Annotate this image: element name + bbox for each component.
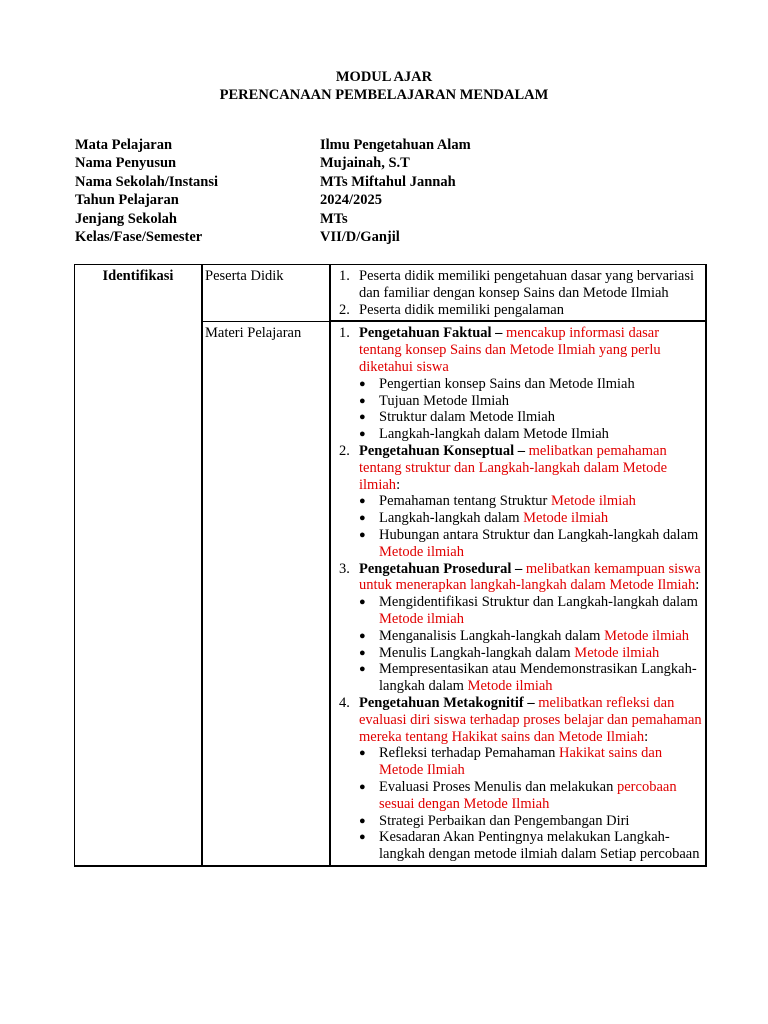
knowledge-heading: Pengetahuan Faktual – xyxy=(359,325,503,342)
bullet-highlight: Metode ilmiah xyxy=(379,543,464,560)
colon: : xyxy=(396,476,401,493)
identification-table xyxy=(74,264,707,867)
meta-label: Nama Sekolah/Instansi xyxy=(75,173,219,190)
row-label-materi: Materi Pelajaran xyxy=(202,321,330,866)
meta-value: 2024/2025 xyxy=(320,192,383,209)
bullet-icon: ● xyxy=(359,596,366,609)
bullet-item xyxy=(359,628,702,645)
bullet-text: Langkah-langkah dalam xyxy=(379,510,524,527)
bullet-icon: ● xyxy=(359,377,366,390)
list-item xyxy=(339,302,702,319)
bullet-item xyxy=(359,426,702,443)
row-label-peserta: Peserta Didik xyxy=(202,265,330,322)
knowledge-item xyxy=(339,325,702,375)
bullet-icon: ● xyxy=(359,528,366,541)
bullet-icon: ● xyxy=(359,646,366,659)
bullet-item xyxy=(359,745,702,779)
bullet-text: Mempresentasikan atau Mendemonstrasikan Langkah-langkah dalam xyxy=(379,661,697,695)
bullet-icon: ● xyxy=(359,814,366,827)
meta-label: Nama Penyusun xyxy=(75,155,177,172)
bullet-icon: ● xyxy=(359,428,366,441)
bullet-item xyxy=(359,594,702,628)
meta-value: MTs xyxy=(320,210,348,227)
item-number: 2. xyxy=(339,442,350,459)
meta-row xyxy=(75,137,471,155)
item-number: 3. xyxy=(339,560,350,577)
bullet-text: Hubungan antara Struktur dan Langkah-langkah dalam xyxy=(379,526,699,543)
bullet-list xyxy=(339,376,702,443)
item-number: 1. xyxy=(339,268,350,284)
bullet-list xyxy=(339,594,702,695)
item-number: 4. xyxy=(339,694,350,711)
meta-value: VII/D/Ganjil xyxy=(320,228,400,245)
item-number: 2. xyxy=(339,301,350,318)
meta-row xyxy=(75,155,471,173)
list-item xyxy=(339,268,702,302)
bullet-text: Tujuan Metode Ilmiah xyxy=(379,392,509,409)
bullet-highlight: Metode ilmiah xyxy=(574,644,660,661)
bullet-item xyxy=(359,493,702,510)
bullet-icon: ● xyxy=(359,629,366,642)
item-number: 1. xyxy=(339,325,350,342)
meta-label: Mata Pelajaran xyxy=(75,137,173,153)
meta-row xyxy=(75,229,471,247)
bullet-list xyxy=(339,745,702,863)
bullet-item xyxy=(359,393,702,410)
colon: : xyxy=(644,728,649,745)
bullet-item xyxy=(359,813,702,830)
bullet-text: Struktur dalam Metode Ilmiah xyxy=(379,409,555,426)
meta-value: Mujainah, S.T xyxy=(320,155,410,172)
knowledge-description: melibatkan kemampuan siswa untuk menerapkan langkah-langkah dalam Metode Ilmiah xyxy=(359,560,701,594)
meta-row xyxy=(75,174,471,192)
materi-content xyxy=(330,321,706,866)
table-row xyxy=(75,265,707,322)
bullet-highlight: Metode ilmiah xyxy=(379,610,464,627)
meta-row xyxy=(75,192,471,210)
bullet-item xyxy=(359,510,702,527)
bullet-item xyxy=(359,376,702,393)
bullet-text: Langkah-langkah dalam Metode Ilmiah xyxy=(379,426,609,443)
knowledge-description: mencakup informasi dasar tentang konsep Sains dan Metode Ilmiah yang perlu diketahui siswa xyxy=(359,325,661,375)
item-text: Peserta didik memiliki pengalaman xyxy=(359,301,564,318)
meta-label: Kelas/Fase/Semester xyxy=(75,228,203,245)
bullet-item xyxy=(359,661,702,695)
bullet-item xyxy=(359,829,702,863)
knowledge-item xyxy=(339,695,702,745)
bullet-item xyxy=(359,527,702,561)
bullet-text: Pemahaman tentang Struktur xyxy=(379,493,551,510)
peserta-content xyxy=(330,265,706,322)
bullet-item xyxy=(359,645,702,662)
meta-label: Tahun Pelajaran xyxy=(75,192,179,209)
section-label: Identifikasi xyxy=(75,265,203,866)
knowledge-description: melibatkan pemahaman tentang struktur dan Langkah-langkah dalam Metode ilmiah xyxy=(359,442,668,493)
meta-label: Jenjang Sekolah xyxy=(75,210,177,227)
bullet-text: Pengertian konsep Sains dan Metode Ilmiah xyxy=(379,375,635,392)
bullet-icon: ● xyxy=(359,512,366,525)
meta-value: Ilmu Pengetahuan Alam xyxy=(320,137,471,153)
meta-row xyxy=(75,211,471,229)
bullet-icon: ● xyxy=(359,663,366,676)
knowledge-heading: Pengetahuan Metakognitif – xyxy=(359,694,535,711)
bullet-highlight: Metode ilmiah xyxy=(467,678,553,695)
item-text: Peserta didik memiliki pengetahuan dasar yang bervariasi dan familiar dengan konsep Sains dan Metode Ilmiah xyxy=(359,268,695,301)
bullet-highlight: Metode ilmiah xyxy=(523,510,609,527)
bullet-icon: ● xyxy=(359,495,366,508)
knowledge-heading: Pengetahuan Konseptual – xyxy=(359,442,525,459)
bullet-item xyxy=(359,779,702,813)
bullet-text: Kesadaran Akan Pentingnya melakukan Langkah-langkah dengan metode ilmiah dalam Setiap percobaan xyxy=(379,829,700,863)
bullet-list xyxy=(339,493,702,560)
colon: : xyxy=(695,577,700,594)
bullet-text: Menulis Langkah-langkah dalam xyxy=(379,644,575,661)
bullet-text: Refleksi terhadap Pemahaman xyxy=(379,745,559,762)
bullet-highlight: Metode ilmiah xyxy=(550,493,636,510)
bullet-text: Strategi Perbaikan dan Pengembangan Diri xyxy=(379,812,630,829)
knowledge-heading: Pengetahuan Prosedural – xyxy=(359,560,523,577)
meta-value: MTs Miftahul Jannah xyxy=(320,173,456,190)
bullet-highlight: percobaan sesuai dengan Metode Ilmiah xyxy=(379,778,677,812)
knowledge-description: melibatkan refleksi dan evaluasi diri siswa terhadap proses belajar dan pemahaman mereka tentang Hakikat sains dan Metode Ilmiah xyxy=(359,694,702,745)
bullet-icon: ● xyxy=(359,780,366,793)
bullet-highlight: Hakikat sains dan Metode Ilmiah xyxy=(379,745,663,779)
bullet-text: Mengidentifikasi Struktur dan Langkah-langkah dalam xyxy=(379,594,698,611)
bullet-highlight: Metode ilmiah xyxy=(604,627,690,644)
bullet-icon: ● xyxy=(359,394,366,407)
bullet-icon: ● xyxy=(359,831,366,844)
document-subtitle: PERENCANAAN PEMBELAJARAN MENDALAM xyxy=(219,87,549,103)
bullet-text: Menganalisis Langkah-langkah dalam xyxy=(379,627,605,644)
knowledge-item xyxy=(339,561,702,595)
knowledge-item xyxy=(339,443,702,493)
bullet-item xyxy=(359,409,702,426)
identity-block xyxy=(75,137,471,247)
document-title: MODUL AJAR xyxy=(335,69,433,85)
bullet-text: Evaluasi Proses Menulis dan melakukan xyxy=(379,778,617,795)
bullet-icon: ● xyxy=(359,411,366,424)
bullet-icon: ● xyxy=(359,747,366,760)
